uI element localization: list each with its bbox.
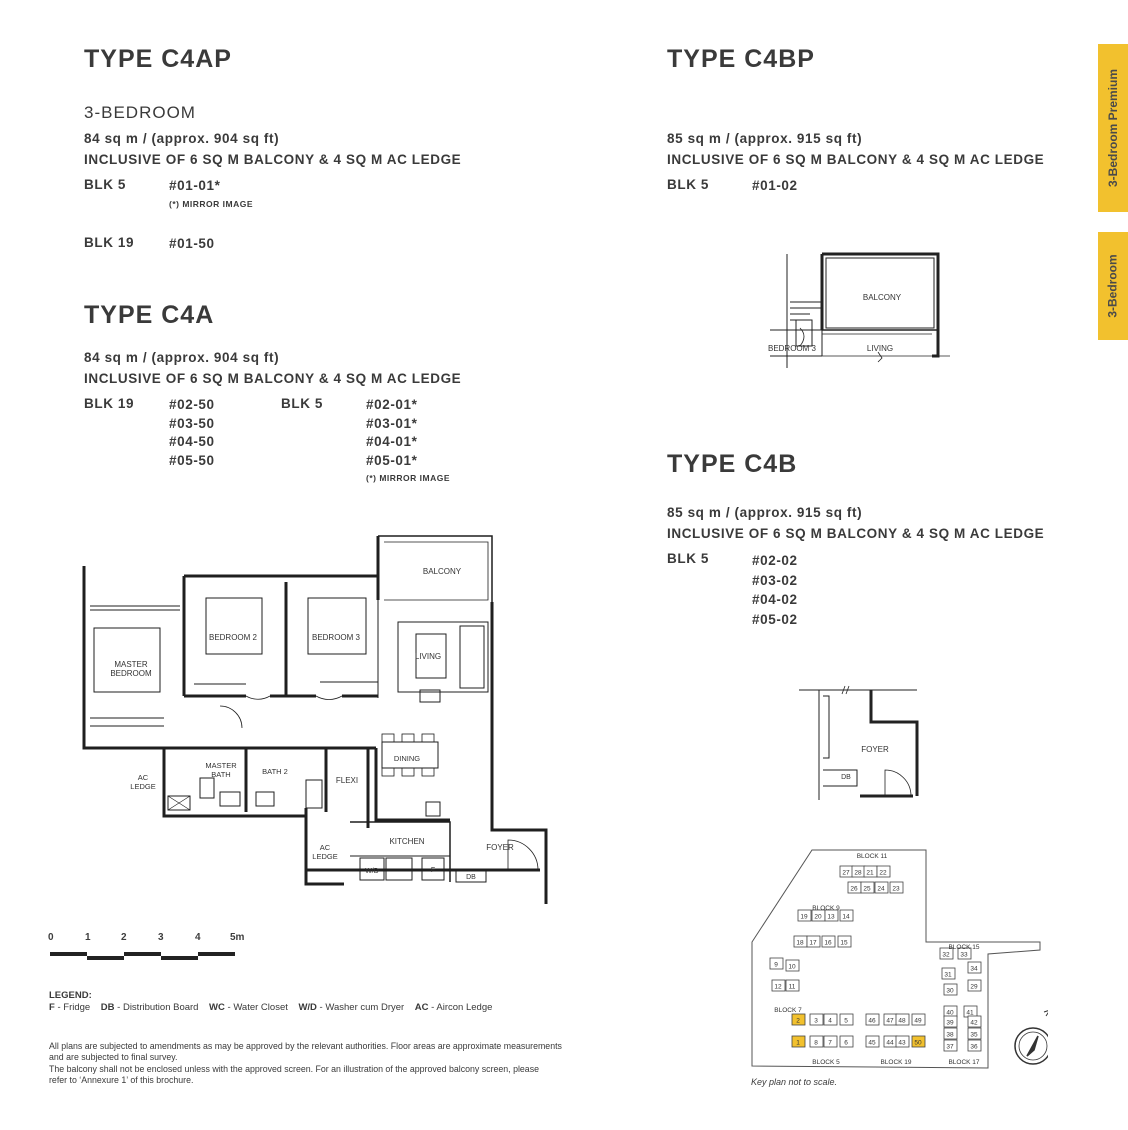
tab-3-bedroom-premium[interactable] <box>1098 44 1128 212</box>
room-label-bath-2: BATH 2 <box>262 767 288 776</box>
key-plan-block-label: BLOCK 15 <box>948 944 980 951</box>
key-plan-unit-label: 29 <box>970 983 978 991</box>
room-label-balcony: BALCONY <box>422 567 462 576</box>
key-plan-unit-label: 37 <box>946 1043 954 1051</box>
key-plan-unit-label: 17 <box>809 939 817 947</box>
room-label-master-bath-2: BATH <box>211 770 231 779</box>
type-c4a-title: TYPE C4A <box>84 301 215 329</box>
key-plan-unit-label: 42 <box>970 1019 978 1027</box>
scale-bar <box>48 948 244 964</box>
tab-label: 3-Bedroom <box>1106 254 1120 318</box>
db-label: DB <box>841 774 851 781</box>
room-label-ac-ledge: AC <box>137 773 149 782</box>
db-label: DB <box>466 874 476 881</box>
legend-key: WC <box>209 1002 225 1013</box>
key-plan-unit-label: 41 <box>966 1009 974 1017</box>
key-plan-block-label: BLOCK 9 <box>812 905 840 912</box>
area-text: 85 sq m / (approx. 915 sq ft) <box>667 131 863 146</box>
c4bp-detail-plan <box>760 250 960 372</box>
key-plan-unit-label: 2 <box>796 1017 800 1025</box>
room-label-ac-ledge-kitchen: AC <box>319 843 331 852</box>
key-plan-unit-label: 3 <box>814 1017 818 1025</box>
room-label-master-bath: MASTER <box>205 761 237 770</box>
main-floor-plan <box>80 530 555 905</box>
note-line: The balcony shall not be enclosed unless with the approved screen. For an illustration of the approved balcony screen, please <box>49 1063 539 1074</box>
legend-key: DB <box>100 1002 115 1013</box>
key-plan-unit-label: 13 <box>827 913 835 921</box>
key-plan-unit-label: 44 <box>886 1039 894 1047</box>
blk-label: BLK 5 <box>667 551 710 566</box>
room-label-living: LIVING <box>866 344 894 353</box>
inclusive-text: INCLUSIVE OF 6 SQ M BALCONY & 4 SQ M AC LEDGE <box>84 371 462 386</box>
type-c4ap-title: TYPE C4AP <box>84 45 232 73</box>
key-plan-unit-label: 1 <box>796 1039 800 1047</box>
bedroom-count: 3-BEDROOM <box>84 103 196 122</box>
unit-number: #02-50 <box>169 397 215 412</box>
fridge-label: F <box>430 867 436 874</box>
unit-number: #03-50 <box>169 415 215 431</box>
key-plan-unit-label: 46 <box>868 1017 876 1025</box>
key-plan-unit-label: 25 <box>863 885 871 893</box>
key-plan-unit-label: 19 <box>800 913 808 921</box>
unit-number: #03-02 <box>752 572 798 588</box>
blk-label: BLK 5 <box>667 177 710 192</box>
room-label-bedroom-3: BEDROOM 3 <box>767 344 817 353</box>
wd-label: W/D <box>365 868 379 875</box>
scale-tick-label: 3 <box>158 932 164 943</box>
area-text: 84 sq m / (approx. 904 sq ft) <box>84 350 280 365</box>
room-label-living: LIVING <box>414 652 442 661</box>
key-plan-unit-label: 30 <box>946 987 954 995</box>
mirror-note: (*) MIRROR IMAGE <box>169 199 254 209</box>
area-text: 84 sq m / (approx. 904 sq ft) <box>84 131 280 146</box>
blk-label: BLK 19 <box>84 396 135 411</box>
mirror-note: (*) MIRROR IMAGE <box>366 473 451 483</box>
key-plan-unit-label: 8 <box>814 1039 818 1047</box>
unit-number: #03-01* <box>366 415 418 431</box>
legend-heading: LEGEND: <box>49 990 92 1001</box>
note-line: refer to ‘Annexure 1’ of this brochure. <box>49 1075 194 1086</box>
key-plan-unit-label: 7 <box>828 1039 832 1047</box>
type-c4b-title: TYPE C4B <box>667 450 798 478</box>
key-plan-unit-label: 12 <box>774 983 782 991</box>
scale-tick-label: 0 <box>48 932 54 943</box>
key-plan-unit-label: 35 <box>970 1031 978 1039</box>
scale-tick-label: 2 <box>121 932 127 943</box>
room-label-master-bedroom: MASTER <box>114 660 148 669</box>
room-label-kitchen: KITCHEN <box>389 837 425 846</box>
key-plan-unit-label: 6 <box>844 1039 848 1047</box>
key-plan-unit-label: 48 <box>898 1017 906 1025</box>
key-plan-unit-label: 18 <box>796 939 804 947</box>
unit-number: #02-02 <box>752 553 798 568</box>
room-label-bedroom-2: BEDROOM 2 <box>208 633 258 642</box>
key-plan-caption: Key plan not to scale. <box>751 1077 838 1087</box>
disclaimer-notes <box>49 1041 669 1087</box>
unit-number: #04-02 <box>752 592 798 607</box>
key-plan-unit-label: 31 <box>944 971 952 979</box>
tab-label: 3-Bedroom Premium <box>1106 68 1120 188</box>
legend-key: AC <box>414 1002 429 1013</box>
legend-key: W/D <box>298 1002 317 1013</box>
legend-key: F <box>49 1002 55 1013</box>
key-plan-unit-label: 47 <box>886 1017 894 1025</box>
scale-tick-label: 1 <box>85 932 91 943</box>
legend-items: F - Fridge DB - Distribution Board WC - Water Closet W/D - Washer cum Dryer AC - Aircon Ledge <box>49 1002 493 1013</box>
room-label-foyer: FOYER <box>486 843 514 852</box>
room-label-ac-ledge-kitchen-2: LEDGE <box>312 852 338 861</box>
legend-text: Washer cum Dryer <box>325 1002 405 1013</box>
key-plan-unit-label: 26 <box>850 885 858 893</box>
legend-text: Aircon Ledge <box>436 1002 493 1013</box>
key-plan-unit-label: 34 <box>970 965 978 973</box>
type-c4bp-title: TYPE C4BP <box>667 45 815 73</box>
legend-text: Fridge <box>63 1002 91 1013</box>
legend-text: Distribution Board <box>122 1002 199 1013</box>
key-plan-unit-label: 23 <box>892 885 900 893</box>
room-label-foyer: FOYER <box>861 745 889 754</box>
unit-list <box>366 396 418 470</box>
key-plan-unit-label: 45 <box>868 1039 876 1047</box>
room-label-flexi: FLEXI <box>335 776 359 785</box>
inclusive-text: INCLUSIVE OF 6 SQ M BALCONY & 4 SQ M AC LEDGE <box>84 152 462 167</box>
c4b-detail-plan <box>795 684 925 804</box>
room-label-master-bedroom-2: BEDROOM <box>110 669 152 678</box>
key-plan-unit-label: 11 <box>788 983 796 991</box>
scale-tick-label: 5m <box>230 932 245 943</box>
note-line: and are subjected to final survey. <box>49 1052 178 1063</box>
unit-number: #01-02 <box>752 178 798 193</box>
unit-number: #04-01* <box>366 434 418 449</box>
unit-number: #02-01* <box>366 397 418 412</box>
key-plan <box>748 846 1048 1076</box>
inclusive-text: INCLUSIVE OF 6 SQ M BALCONY & 4 SQ M AC LEDGE <box>667 526 1045 541</box>
unit-number: #05-50 <box>169 452 215 468</box>
key-plan-unit-label: 9 <box>774 961 778 969</box>
key-plan-block-label: BLOCK 11 <box>856 853 888 860</box>
unit-number: #04-50 <box>169 434 215 449</box>
inclusive-text: INCLUSIVE OF 6 SQ M BALCONY & 4 SQ M AC LEDGE <box>667 152 1045 167</box>
key-plan-unit-label: 33 <box>960 951 968 959</box>
key-plan-unit-label: 40 <box>946 1009 954 1017</box>
key-plan-block-label: BLOCK 7 <box>774 1007 802 1014</box>
tab-3-bedroom[interactable] <box>1098 232 1128 340</box>
scale-tick-label: 4 <box>195 932 201 943</box>
room-label-ac-ledge-2: LEDGE <box>130 782 156 791</box>
key-plan-unit-label: 21 <box>866 869 874 877</box>
room-label-dining: DINING <box>393 754 421 763</box>
key-plan-unit-label: 43 <box>898 1039 906 1047</box>
key-plan-unit-label: 20 <box>814 913 822 921</box>
unit-list <box>169 396 215 470</box>
key-plan-unit-label: 32 <box>942 951 950 959</box>
key-plan-unit-label: 49 <box>914 1017 922 1025</box>
unit-number: #05-01* <box>366 452 418 468</box>
key-plan-block-label: BLOCK 19 <box>880 1059 912 1066</box>
unit-number: #01-50 <box>169 236 215 251</box>
area-text: 85 sq m / (approx. 915 sq ft) <box>667 505 863 520</box>
key-plan-unit-label: 5 <box>844 1017 848 1025</box>
unit-number: #05-02 <box>752 611 798 627</box>
legend-text: Water Closet <box>233 1002 288 1013</box>
room-label-balcony: BALCONY <box>862 293 902 302</box>
key-plan-unit-label: 24 <box>877 885 885 893</box>
unit-number: #01-01* <box>169 178 221 193</box>
blk-label: BLK 5 <box>281 396 324 411</box>
key-plan-unit-label: 10 <box>788 963 796 971</box>
key-plan-unit-label: 38 <box>946 1031 954 1039</box>
key-plan-unit-label: 22 <box>879 869 887 877</box>
key-plan-unit-label: 4 <box>828 1017 832 1025</box>
key-plan-unit-label: 15 <box>840 939 848 947</box>
key-plan-block-label: BLOCK 5 <box>812 1059 840 1066</box>
key-plan-unit-label: 36 <box>970 1043 978 1051</box>
note-line: All plans are subjected to amendments as may be approved by the relevant authorities. Floor areas are approximate measurements <box>49 1041 562 1051</box>
scale-labels <box>46 932 256 946</box>
unit-list <box>752 551 798 629</box>
key-plan-unit-label: 28 <box>854 869 862 877</box>
key-plan-unit-label: 16 <box>824 939 832 947</box>
key-plan-unit-label: 14 <box>842 913 850 921</box>
key-plan-unit-label: 50 <box>914 1039 922 1047</box>
blk-label: BLK 19 <box>84 235 135 250</box>
key-plan-unit-label: 27 <box>842 869 850 877</box>
key-plan-block-label: BLOCK 17 <box>948 1059 980 1066</box>
blk-label: BLK 5 <box>84 177 127 192</box>
room-label-bedroom-3: BEDROOM 3 <box>311 633 361 642</box>
key-plan-unit-label: 39 <box>946 1019 954 1027</box>
